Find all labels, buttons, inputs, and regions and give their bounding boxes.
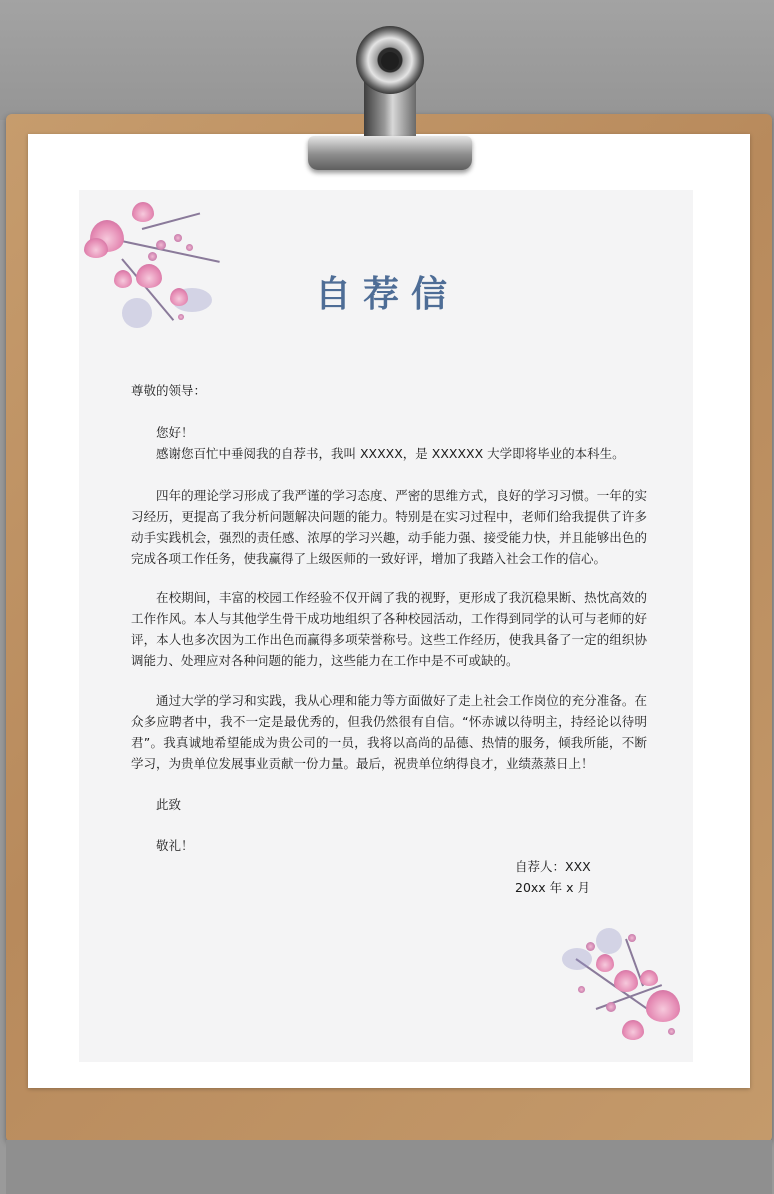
signature: 自荐人：XXX: [515, 859, 591, 874]
background-bottom: [6, 1140, 772, 1194]
closing-line-2: 敬礼！: [156, 838, 194, 853]
binder-clip-hole: [381, 52, 399, 70]
paragraph-3: 通过大学的学习和实践，我从心理和能力等方面做好了走上社会工作岗位的充分准备。在众多应聘者中，我不一定是最优秀的，但我仍然很有自信。“怀赤诚以待明主，持经论以待明君”。我真诚地希望能成为贵公司的一员，我将以高尚的品德、热情的服务，倾我所能，不断学习，为贵单位发展事业贡献一份力量。最后，祝贵单位纳得良才，业绩蒸蒸日上！: [131, 693, 647, 771]
date: 20xx 年 x 月: [515, 880, 591, 895]
letter-title: 自荐信: [314, 273, 459, 315]
paragraph-1: 四年的理论学习形成了我严谨的学习态度、严密的思维方式，良好的学习习惯。一年的实习经历，更提高了我分析问题解决问题的能力。特别是在实习过程中，老师们给我提供了许多动手实践机会，强烈的责任感、浓厚的学习兴趣，动手能力强、接受能力快，并且能够出色的完成各项工作任务，使我赢得了上级医师的一致好评，增加了我踏入社会工作的信心。: [131, 488, 647, 566]
paragraph-2: 在校期间，丰富的校园工作经验不仅开阔了我的视野，更形成了我沉稳果断、热忱高效的工作作风。本人与其他学生骨干成功地组织了各种校园活动，工作得到同学的认可与老师的好评，本人也多次因为工作出色而赢得多项荣誉称号。这些工作经历，使我具备了一定的组织协调能力、处理应对各种问题的能力，这些能力在工作中是不可或缺的。: [131, 590, 647, 668]
salutation: 尊敬的领导：: [131, 383, 207, 398]
binder-clip: [308, 136, 472, 170]
greeting: 您好！: [156, 425, 194, 440]
intro-line: 感谢您百忙中垂阅我的自荐书，我叫 XXXXX，是 XXXXXX 大学即将毕业的本科生。: [156, 446, 625, 461]
flower-decoration-bottom-right: [556, 928, 688, 1054]
closing-line-1: 此致: [156, 797, 182, 812]
